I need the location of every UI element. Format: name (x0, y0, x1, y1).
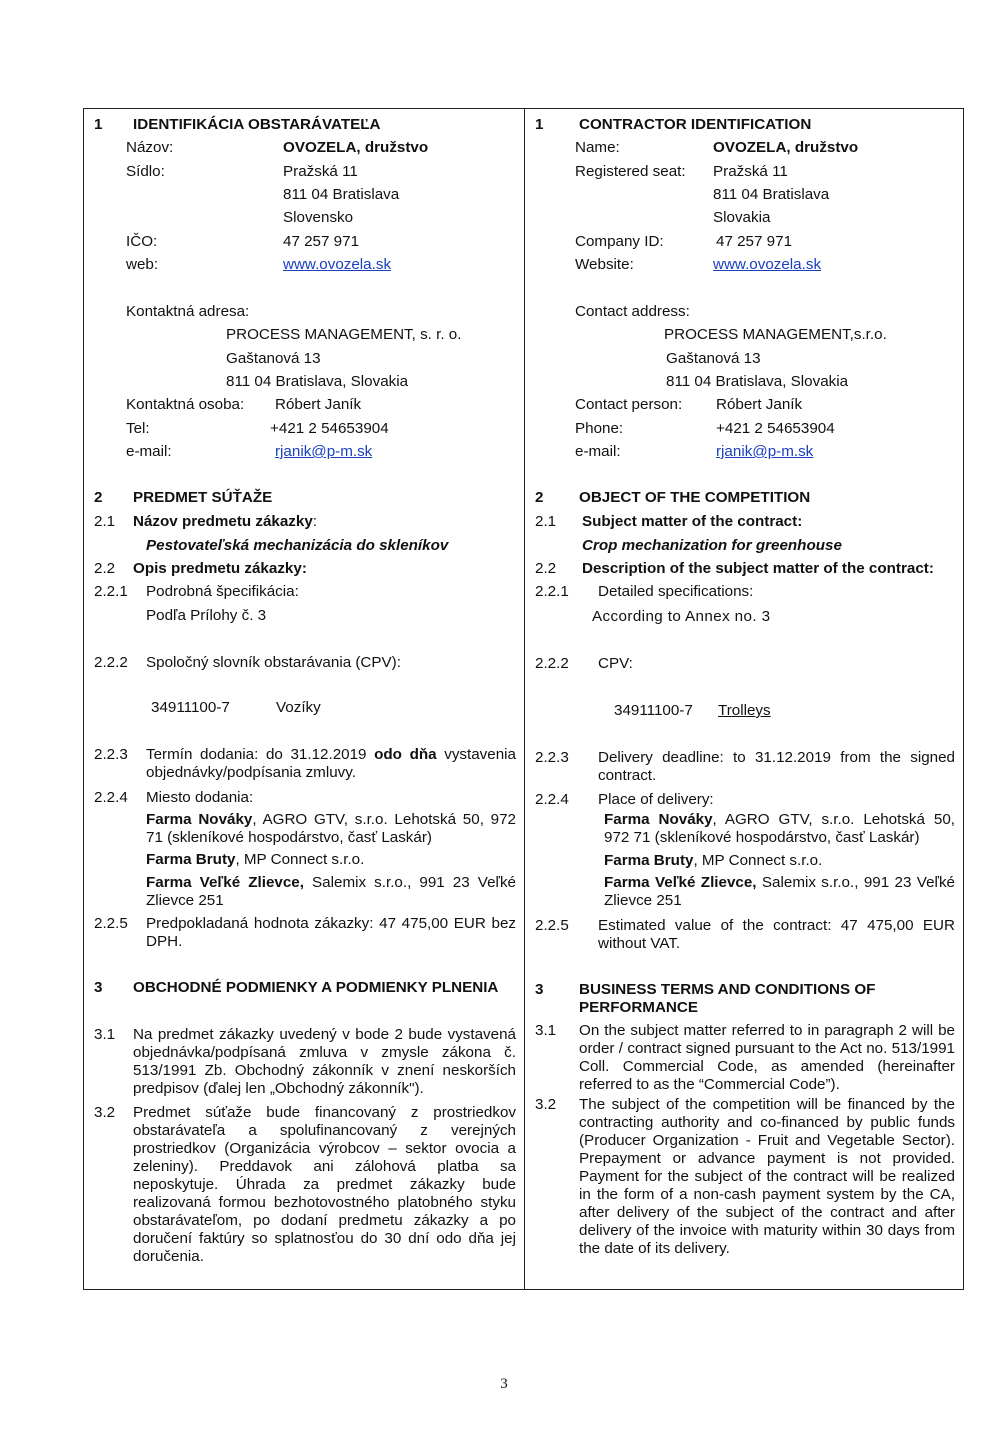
subsection-title: Spoločný slovník obstarávania (CPV): (146, 654, 401, 671)
subsection-title: Subject matter of the contract: (582, 513, 803, 530)
delivery-place: Farma Veľké Zlievce, Salemix s.r.o., 991 23 Veľké Zlievce 251 (604, 874, 955, 909)
subsection-number: 2.2.1 (535, 583, 569, 600)
subsection-number: 2.2.5 (94, 915, 128, 932)
section-number: 3 (94, 979, 103, 996)
subsection-number: 2.2.4 (94, 789, 128, 806)
section-number: 1 (535, 116, 544, 133)
specification-reference: Podľa Prílohy č. 3 (146, 607, 267, 624)
estimated-value: Predpokladaná hodnota zákazky: 47 475,00 EUR bez DPH. (146, 915, 516, 950)
subsection-number: 3.2 (94, 1104, 116, 1121)
email-link[interactable]: rjanik@p-m.sk (716, 443, 814, 460)
contact-person-label: Contact person: (575, 396, 683, 413)
subsection-number: 3.1 (535, 1022, 557, 1039)
section-title: CONTRACTOR IDENTIFICATION (579, 116, 812, 133)
email-link[interactable]: rjanik@p-m.sk (275, 443, 373, 460)
contact-address-line: 811 04 Bratislava, Slovakia (666, 373, 849, 390)
name-value: OVOZELA, družstvo (713, 139, 859, 156)
subsection-number: 2.2 (94, 560, 116, 577)
delivery-place: Farma Bruty, MP Connect s.r.o. (604, 852, 823, 869)
subsection-number: 2.2.1 (94, 583, 128, 600)
subsection-number: 2.2.4 (535, 791, 569, 808)
tel-value: +421 2 54653904 (270, 420, 389, 437)
paragraph: Na predmet zákazky uvedený v bode 2 bude vystavená objednávka/podpísaná zmluva v zmysle zákona č. 513/1991 Zb. Obchodný zákonník v znení neskorších predpisov (ďalej len „Obchodný zákonník"). (133, 1026, 516, 1097)
contact-person-value: Róbert Janík (716, 396, 803, 413)
email-label: e-mail: (126, 443, 172, 460)
subsection-number: 2.1 (94, 513, 116, 530)
subsection-title: Opis predmetu zákazky: (133, 560, 307, 577)
contact-person-label: Kontaktná osoba: (126, 396, 245, 413)
delivery-deadline: Delivery deadline: to 31.12.2019 from the signed contract. (598, 749, 955, 784)
contact-address-line: Gaštanová 13 (666, 350, 761, 367)
subsection-number: 2.2.5 (535, 917, 569, 934)
cpv-name: Vozíky (276, 699, 321, 716)
subsection-number: 2.1 (535, 513, 557, 530)
delivery-place: Farma Nováky, AGRO GTV, s.r.o. Lehotská 50, 972 71 (skleníkové hospodárstvo, časť Laskár) (146, 811, 517, 846)
subject-name: Crop mechanization for greenhouse (582, 537, 842, 554)
seat-line: Slovakia (713, 209, 771, 226)
paragraph: Predmet súťaže bude financovaný z prostriedkov obstarávateľa a spolufinancovaný z verejných prostriedkov (Organizácia výrobcov – sektor ovocia a zeleniny). Preddavok ani zálohová platba sa neposkytuje. Úhrada za predmet zákazky bude realizovaná formou bezhotovostného platobného styku obstarávateľom, po dodaní predmetu zákazky a po doručení faktúry so splatnosťou do 30 dní odo dňa jej doručenia. (133, 1104, 516, 1265)
name-label: Name: (575, 139, 620, 156)
section-title: IDENTIFIKÁCIA OBSTARÁVATEĽA (133, 116, 381, 133)
contact-address-line: PROCESS MANAGEMENT,s.r.o. (664, 326, 887, 343)
section-number: 2 (94, 489, 103, 506)
section-title: PREDMET SÚŤAŽE (133, 489, 273, 506)
seat-label: Registered seat: (575, 163, 686, 180)
section-number: 1 (94, 116, 103, 133)
website-label: Website: (575, 256, 634, 273)
name-value: OVOZELA, družstvo (283, 139, 429, 156)
subsection-number: 2.2.3 (94, 746, 128, 763)
delivery-deadline: Termín dodania: do 31.12.2019 odo dňa vystavenia objednávky/podpísania zmluvy. (146, 746, 516, 781)
cpv-name: Trolleys (718, 702, 771, 719)
seat-line: 811 04 Bratislava (283, 186, 400, 203)
subsection-title: Miesto dodania: (146, 789, 254, 806)
cpv-code: 34911100-7 (151, 699, 230, 716)
phone-value: +421 2 54653904 (716, 420, 835, 437)
contact-person-value: Róbert Janík (275, 396, 362, 413)
delivery-place: Farma Bruty, MP Connect s.r.o. (146, 851, 365, 868)
subsection-number: 3.2 (535, 1096, 557, 1113)
subsection-number: 2.2.2 (535, 655, 569, 672)
contact-address-line: Gaštanová 13 (226, 350, 321, 367)
contact-address-label: Contact address: (575, 303, 690, 320)
tel-label: Tel: (126, 420, 150, 437)
web-label: web: (126, 256, 159, 273)
cpv-code: 34911100-7 (614, 702, 693, 719)
delivery-place: Farma Nováky, AGRO GTV, s.r.o. Lehotská 50, 972 71 (skleníkové hospodárstvo, časť Laskár) (604, 811, 955, 846)
seat-label: Sídlo: (126, 163, 165, 180)
seat-line: Pražská 11 (283, 163, 358, 180)
seat-line: Slovensko (283, 209, 354, 226)
section-title: OBCHODNÉ PODMIENKY A PODMIENKY PLNENIA (133, 979, 499, 996)
subject-name: Pestovateľská mechanizácia do skleníkov (146, 537, 449, 554)
web-link[interactable]: www.ovozela.sk (283, 256, 392, 273)
column-divider (524, 108, 525, 1290)
section-title: BUSINESS TERMS AND CONDITIONS OF PERFORMANCE (579, 981, 876, 1016)
subsection-number: 3.1 (94, 1026, 116, 1043)
seat-line: 811 04 Bratislava (713, 186, 830, 203)
company-id-label: Company ID: (575, 233, 664, 250)
paragraph: On the subject matter referred to in paragraph 2 will be order / contract signed pursuant to the Act no. 513/1991 Coll. Commercial Code, as amended (hereinafter referred to as the “Commercial Code”). (579, 1022, 955, 1093)
company-id-value: 47 257 971 (716, 233, 793, 250)
ico-value: 47 257 971 (283, 233, 360, 250)
section-number: 2 (535, 489, 544, 506)
section-title: OBJECT OF THE COMPETITION (579, 489, 811, 506)
subsection-title: Place of delivery: (598, 791, 714, 808)
subsection-title: Description of the subject matter of the contract: (582, 560, 934, 577)
subsection-title: Detailed specifications: (598, 583, 754, 600)
subsection-title: CPV: (598, 655, 633, 672)
contact-address-line: PROCESS MANAGEMENT, s. r. o. (226, 326, 462, 343)
contact-address-line: 811 04 Bratislava, Slovakia (226, 373, 409, 390)
contact-address-label: Kontaktná adresa: (126, 303, 250, 320)
subsection-title: Názov predmetu zákazky: (133, 513, 318, 530)
paragraph: The subject of the competition will be financed by the contracting authority and co-financed by public funds (Producer Organization - Fruit and Vegetable Sector). Prepayment or advance payment is not provided. Payment for the subject of the contract will be realized in the form of a non-cash payment system by the CA, after delivery of the subject of the contract and after delivery of the invoice with maturity within 30 days from the date of its delivery. (579, 1096, 955, 1257)
ico-label: IČO: (126, 233, 158, 250)
subsection-title: Podrobná špecifikácia: (146, 583, 299, 600)
phone-label: Phone: (575, 420, 624, 437)
specification-reference: According to Annex no. 3 (592, 608, 771, 625)
name-label: Názov: (126, 139, 174, 156)
section-number: 3 (535, 981, 544, 998)
seat-line: Pražská 11 (713, 163, 788, 180)
email-label: e-mail: (575, 443, 621, 460)
delivery-place: Farma Veľké Zlievce, Salemix s.r.o., 991 23 Veľké Zlievce 251 (146, 874, 516, 909)
page-number: 3 (500, 1376, 508, 1392)
subsection-number: 2.2.3 (535, 749, 569, 766)
estimated-value: Estimated value of the contract: 47 475,00 EUR without VAT. (598, 917, 955, 952)
website-link[interactable]: www.ovozela.sk (713, 256, 822, 273)
subsection-number: 2.2 (535, 560, 557, 577)
subsection-number: 2.2.2 (94, 654, 128, 671)
